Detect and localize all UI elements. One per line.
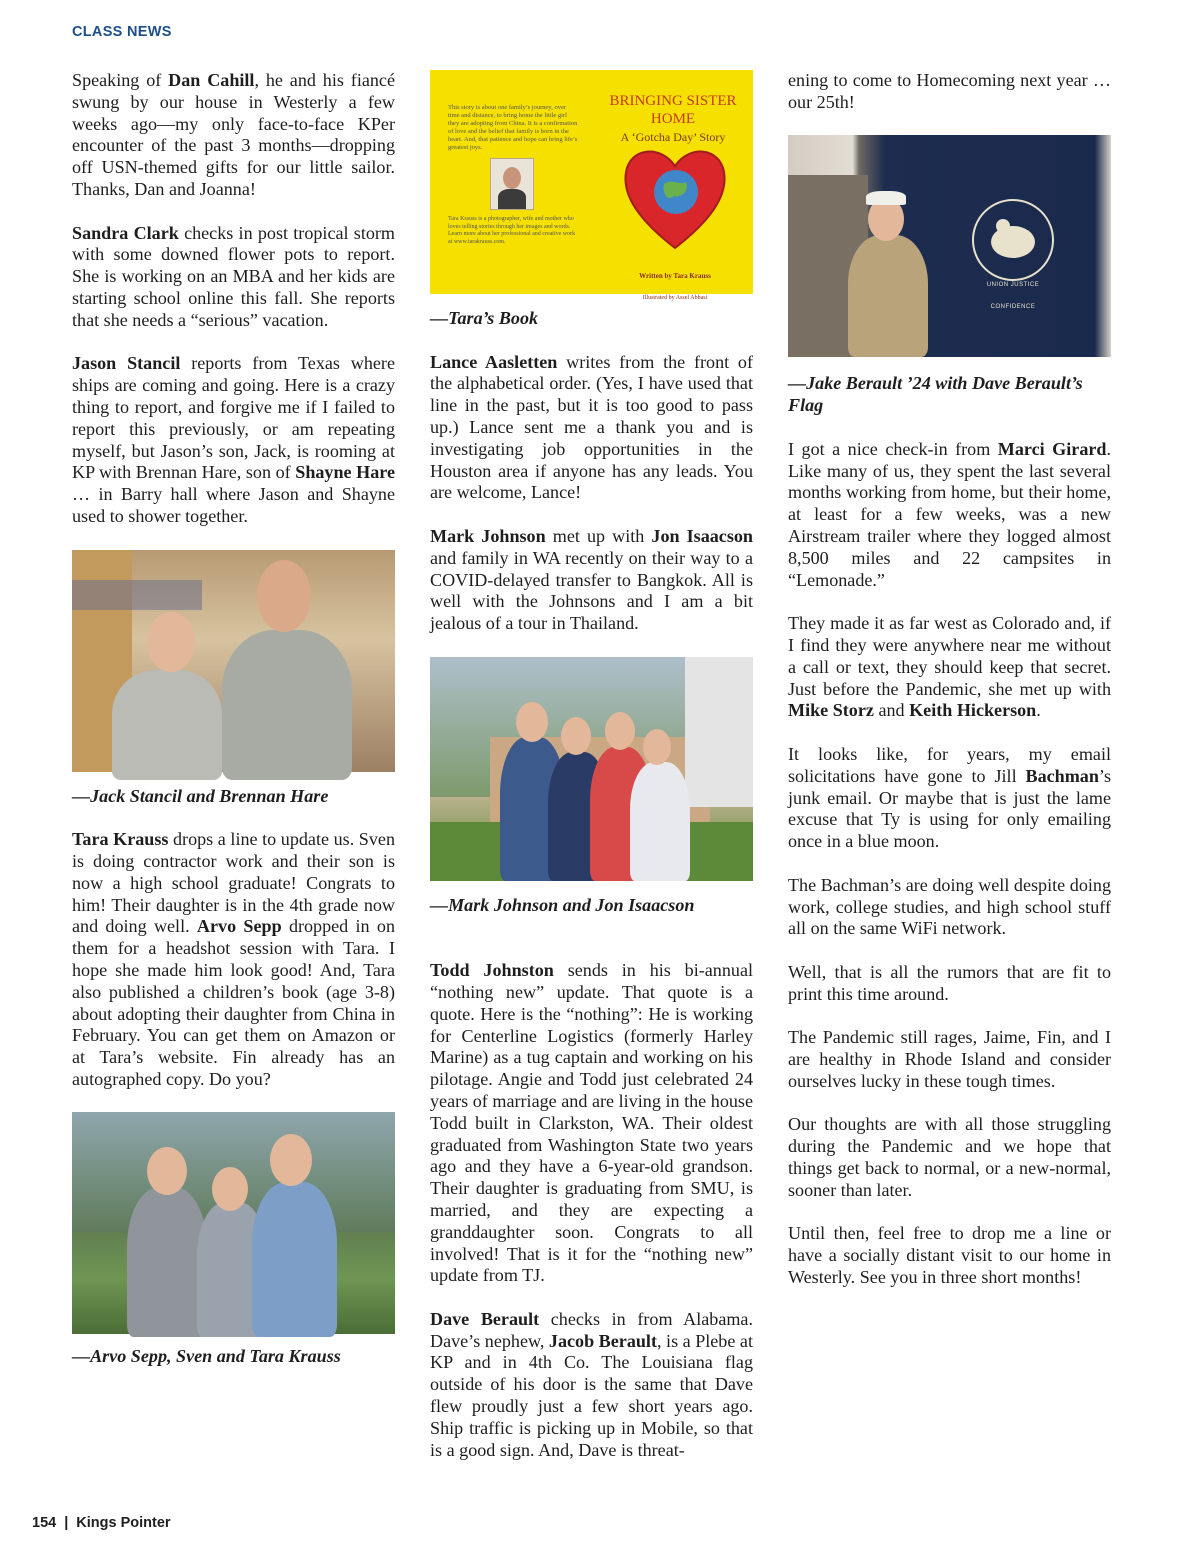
- flag-motto: UNION JUSTICE CONFIDENCE: [986, 282, 1040, 311]
- paragraph-jason-stancil: Jason Stancil reports from Texas where ships are coming and going. Here is a crazy thing to report, and forgive me if I failed to report this previously, or am repeating myself, but Jason’s son, Jack, is rooming at KP with Brennan Hare, son of Shayne Hare … in Barry hall where Jason and Shayne used to shower together.: [72, 353, 395, 526]
- paragraph-homecoming: ening to come to Homecoming next year … our 25th!: [788, 70, 1111, 112]
- page-number: 154: [32, 1515, 57, 1531]
- paragraph-rumors: Well, that is all the rumors that are fit to print this time around.: [788, 961, 1111, 1004]
- photo-mark-johnson-jon-isaacson: [430, 657, 753, 881]
- paragraph-sandra-clark: Sandra Clark checks in post tropical storm with some downed flower pots to report. She is working on an MBA and her kids are starting school online this fall. She reports that she needs a “serious” vacation.: [72, 222, 396, 330]
- caption-arvo-sven-tara: —Arvo Sepp, Sven and Tara Krauss: [72, 1346, 341, 1367]
- caption-jake-berault: —Jake Berault ’24 with Dave Berault’s Flag: [788, 373, 1083, 416]
- book-blurb: This story is about one family’s journey, over time and distance, to bring home the little girl they are adopting from China. It is a confirmation of love and the belief that family is born in the heart. And, that patience and hope can bring life’s greatest joys.: [448, 104, 578, 151]
- paragraph-dave-berault: Dave Berault checks in from Alabama. Dave’s nephew, Jacob Berault, is a Plebe at KP and in 4th Co. The Louisiana flag outside of his door is the same that Dave flew proudly just a few short years ago. Ship traffic is picking up in Mobile, so that is a good sign. And, Dave is threat-: [430, 1308, 753, 1460]
- heart-globe-icon: [620, 136, 730, 256]
- author-portrait: [490, 158, 534, 210]
- paragraph-dan-cahill: Speaking of Dan Cahill, he and his fiancé swung by our house in Westerly a few weeks ago—my only face-to-face KPer encounter of the past 3 months—dropping off USN-themed gifts for our little sailor. Thanks, Dan and Joanna!: [72, 70, 395, 199]
- column-3: [788, 70, 1111, 1311]
- paragraph-thoughts: Our thoughts are with all those struggling during the Pandemic and we hope that things get back to normal, or a new-normal, sooner than later.: [788, 1114, 1111, 1200]
- photo-jack-stancil-brennan-hare: [72, 550, 395, 772]
- caption-taras-book: —Tara’s Book: [430, 308, 539, 328]
- book-author-bio: Tara Krauss is a photographer, wife and mother who loves telling stories through her images and words. Learn more about her professional and creative work at www.tarakrauss.com.: [448, 216, 576, 245]
- column-1: [72, 70, 395, 1390]
- book-title: BRINGING SISTER HOME A ‘Gotcha Day’ Story: [609, 93, 737, 144]
- page-footer: 154 | Kings Pointer: [32, 1515, 171, 1531]
- paragraph-closing: Until then, feel free to drop me a line or have a socially distant visit to our home in Westerly. See you in three short months!: [788, 1223, 1111, 1288]
- caption-jack-brennan: —Jack Stancil and Brennan Hare: [72, 785, 329, 806]
- photo-arvo-sven-tara: [72, 1112, 395, 1334]
- section-heading: CLASS NEWS: [72, 24, 172, 40]
- paragraph-lance-aasletten: Lance Aasletten writes from the front of the alphabetical order. (Yes, I have used that line in the past, but it is too good to pass up.) Lance sent me a thank you and is investigating job opportunities in the Houston area if anyone has any leads. You are welcome, Lance!: [430, 351, 753, 503]
- book-cover-image: [430, 70, 753, 301]
- publication-name: Kings Pointer: [76, 1515, 171, 1531]
- paragraph-colorado: They made it as far west as Colorado and, if I find they were anywhere near me without a call or text, they should keep that secret. Just before the Pandemic, she met up with Mike Storz and Keith Hickerson.: [788, 613, 1111, 721]
- paragraph-marci-girard: I got a nice check-in from Marci Girard. Like many of us, they spent the last several months working from home, but their home, at least for a few weeks, was a new Airstream trailer where they logged almost 8,500 miles and 22 campsites in “Lemonade.”: [788, 438, 1111, 590]
- paragraph-bachman-email: It looks like, for years, my email solicitations have gone to Jill Bachman’s junk email. Or maybe that is just the lame excuse that Ty is using for only emailing once in a blue moon.: [788, 743, 1111, 852]
- paragraph-todd-johnston: Todd Johnston sends in his bi-annual “nothing new” update. That quote is a quote. Here is the “nothing”: He is working for Centerline Logistics (formerly Harley Marine) as a tug captain and working on his pilotage. Angie and Todd just celebrated 24 years of marriage and are living in the house Todd built in Clarkston, WA. Their oldest graduated from Washington State two years ago and they have a 6-year-old grandson. Their daughter is graduating from SMU, is married, and they are expecting a granddaughter soon. Congrats to all involved! That is it for the “nothing new” update from TJ.: [430, 960, 754, 1286]
- column-2: [430, 70, 753, 1483]
- paragraph-bachman-update: The Bachman’s are doing well despite doing work, college studies, and high school stuff all on the same WiFi network.: [788, 874, 1111, 939]
- photo-jake-berault-flag: [788, 135, 1111, 357]
- caption-mark-jon: —Mark Johnson and Jon Isaacson: [430, 894, 695, 915]
- paragraph-mark-johnson: Mark Johnson met up with Jon Isaacson and family in WA recently on their way to a COVID-delayed transfer to Bangkok. All is well with the Johnsons and I am a bit jealous of a tour in Thailand.: [430, 525, 753, 634]
- paragraph-pandemic: The Pandemic still rages, Jaime, Fin, and I are healthy in Rhode Island and consider ourselves lucky in these tough times.: [788, 1027, 1111, 1091]
- paragraph-tara-krauss: Tara Krauss drops a line to update us. Sven is doing contractor work and their son is now a high school graduate! Congrats to him! Their daughter is in the 4th grade now and doing well. Arvo Sepp dropped in on them for a headshot session with Tara. I hope she made him look good! And, Tara also published a children’s book (age 3-8) about adopting their daughter from China in February. You can get them on Amazon or at Tara’s website. Fin already has an autographed copy. Do you?: [72, 829, 395, 1089]
- book-author: Written by Tara Krauss Illustrated by Assel Abbasi: [639, 272, 711, 301]
